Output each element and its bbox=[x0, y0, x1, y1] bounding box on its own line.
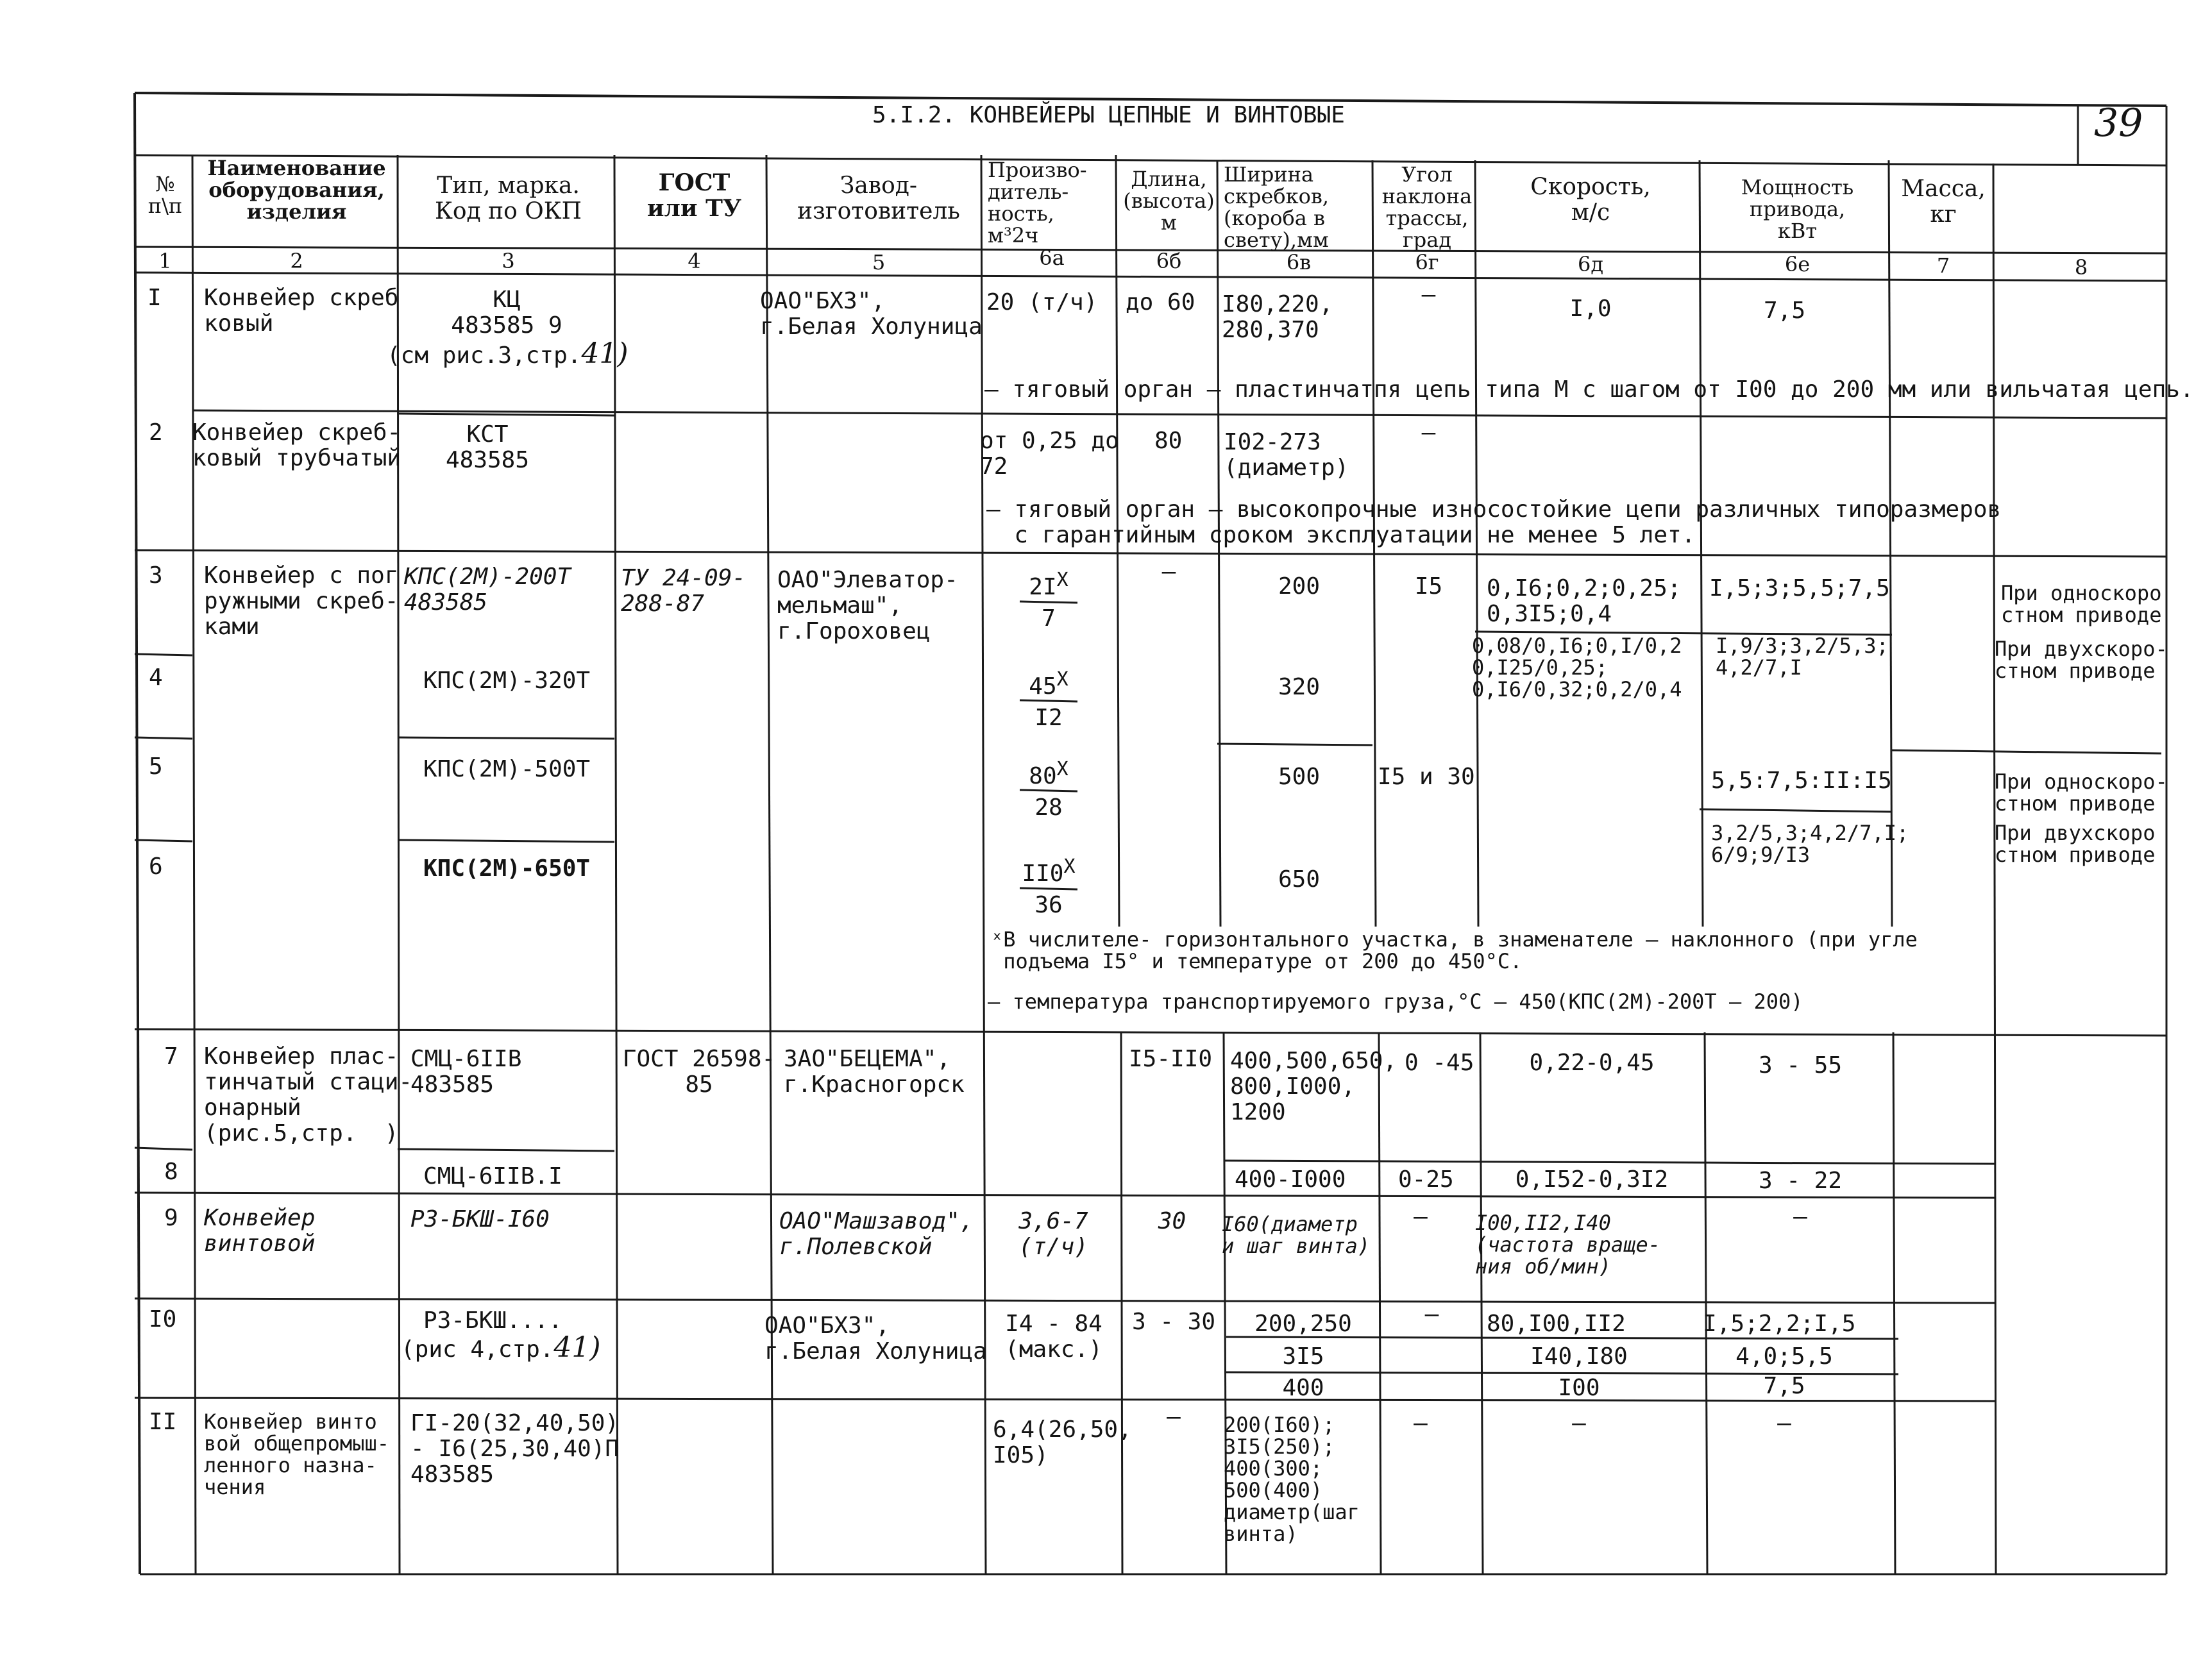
row-no: II bbox=[149, 1409, 177, 1435]
row-gost: ГОСТ 26598- 85 bbox=[622, 1046, 776, 1098]
row-length: 80 bbox=[1154, 428, 1183, 454]
row-type: СМЦ-6IIВ.I bbox=[423, 1163, 562, 1189]
row-width-a: 200,250 bbox=[1254, 1311, 1352, 1337]
row-width: 400,500,650, 800,I000, 1200 bbox=[1230, 1048, 1397, 1125]
col-num-5: 5 bbox=[872, 250, 886, 274]
row-width: I02-273 (диаметр) bbox=[1224, 429, 1349, 481]
row-width: 500 bbox=[1278, 764, 1321, 790]
row-no: I0 bbox=[149, 1306, 177, 1332]
row-angle: I5 bbox=[1414, 573, 1443, 600]
row-speed-a: 80,I00,II2 bbox=[1487, 1311, 1626, 1337]
row-type: КСТ 483585 bbox=[445, 421, 530, 473]
row-no: 4 bbox=[149, 664, 163, 691]
row-capacity-num: $80^X$ bbox=[1029, 758, 1068, 789]
section-title: 5.I.2. КОНВЕЙЕРЫ ЦЕПНЫЕ И ВИНТОВЫЕ bbox=[872, 102, 1345, 128]
row-power-a: I,5;2,2;I,5 bbox=[1703, 1311, 1856, 1337]
row-type: КПС(2М)-200Т 483585 bbox=[404, 564, 571, 616]
row-no: 2 bbox=[149, 419, 163, 446]
row-type-note: (см рис.3,стр.41) bbox=[387, 337, 629, 370]
row-speed: 0,I52-0,3I2 bbox=[1515, 1166, 1669, 1193]
header-length: Длина, (высота) м bbox=[1123, 167, 1215, 235]
row-speed-c: I00 bbox=[1558, 1375, 1600, 1401]
row-name: Конвейер скреб ковый bbox=[204, 285, 399, 337]
col-num-8: 8 bbox=[2074, 255, 2088, 280]
col-num-6b: 6б bbox=[1156, 249, 1182, 273]
row-no: 9 bbox=[164, 1205, 178, 1231]
header-mass: Масса, кг bbox=[1901, 176, 1986, 228]
row-angle: – bbox=[1414, 1204, 1428, 1230]
row-type: ГI-20(32,40,50) - I6(25,30,40)П 483585 bbox=[410, 1410, 620, 1488]
header-no: № п\п bbox=[148, 172, 183, 218]
col-num-7: 7 bbox=[1936, 253, 1950, 278]
row-angle: – bbox=[1414, 1410, 1428, 1436]
col-num-4: 4 bbox=[688, 249, 701, 273]
row-note: – тяговый орган – пластинчатпя цепь типа М с шагом от I00 до 200 мм или вильчатая цепь. bbox=[984, 376, 2194, 403]
row-gost: ТУ 24-09- 288-87 bbox=[621, 565, 747, 617]
row-angle: – bbox=[1421, 419, 1436, 446]
page-number: 39 bbox=[2094, 101, 2143, 146]
row-note: При односкоро стном приводе bbox=[2001, 581, 2162, 627]
row-angle: – bbox=[1421, 281, 1436, 308]
header-gost: ГОСТ или ТУ bbox=[646, 169, 742, 222]
row-width: 200(I60); 3I5(250); 400(300; 500(400) диаметр(шаг винта) bbox=[1224, 1413, 1360, 1546]
row-speed: 0,08/0,I6;0,I/0,2 0,I25/0,25; 0,I6/0,32;0,2/0,4 bbox=[1472, 634, 1682, 701]
row-name: Конвейер скреб- ковый трубчатый bbox=[192, 419, 401, 471]
row-power-b: 4,0;5,5 bbox=[1735, 1343, 1833, 1370]
row-angle: 0 -45 bbox=[1405, 1050, 1474, 1076]
row-angle: I5 и 30 bbox=[1378, 764, 1475, 790]
row-name: Конвейер плас- тинчатый стаци- онарный (рис.5,стр. ) bbox=[204, 1043, 413, 1147]
row-width: 650 bbox=[1278, 866, 1321, 893]
row-name: Конвейер винто вой общепромыш- ленного назна- чения bbox=[204, 1409, 389, 1499]
row-no: 7 bbox=[164, 1043, 178, 1070]
row-speed: I,0 bbox=[1569, 296, 1612, 322]
row-no: 5 bbox=[149, 753, 163, 780]
row-capacity: I4 - 84 (макс.) bbox=[1005, 1311, 1102, 1363]
header-speed: Скорость, м/с bbox=[1530, 174, 1651, 226]
row-type: КПС(2М)-650Т bbox=[423, 855, 591, 882]
row-maker: ЗАО"БЕЦЕМА", г.Красногорск bbox=[784, 1046, 965, 1098]
row-note: – тяговый орган – высокопрочные износостойкие цепи различных типоразмеров с гарантийным сроком эксплуатации не менее 5 лет. bbox=[986, 496, 2002, 548]
row-power: 5,5:7,5:II:I5 bbox=[1711, 768, 1892, 794]
row-type: СМЦ-6IIВ 483585 bbox=[410, 1046, 522, 1098]
row-maker: ОАО"Машзавод", г.Полевской bbox=[779, 1208, 974, 1260]
row-length: 3 - 30 bbox=[1131, 1309, 1216, 1335]
col-num-6d: 6д bbox=[1577, 252, 1604, 276]
row-speed: 0,I6;0,2;0,25; 0,3I5;0,4 bbox=[1487, 575, 1682, 627]
row-note: При двухскоро стном приводе bbox=[1995, 821, 2156, 867]
row-power: 7,5 bbox=[1764, 298, 1806, 324]
row-capacity-num: $2I^X$ bbox=[1029, 569, 1068, 600]
row-power: 3 - 22 bbox=[1758, 1168, 1843, 1194]
row-maker: ОАО"БХЗ", г.Белая Холуница bbox=[760, 288, 983, 340]
col-num-3: 3 bbox=[502, 249, 515, 273]
row-no: 3 bbox=[149, 562, 163, 589]
row-note: При двухскоро- стном приводе bbox=[1995, 637, 2168, 683]
row-name: Конвейер винтовой bbox=[204, 1205, 316, 1257]
row-power: – bbox=[1793, 1204, 1807, 1230]
row-width: I60(диаметр и шаг винта) bbox=[1222, 1212, 1371, 1258]
header-power: Мощность привода, кВт bbox=[1741, 175, 1854, 243]
row-width-b: 3I5 bbox=[1282, 1343, 1324, 1370]
row-capacity-den: 7 bbox=[1042, 605, 1056, 632]
header-type: Тип, марка. Код по ОКП bbox=[434, 172, 582, 224]
row-no: 8 bbox=[164, 1159, 178, 1185]
temp-note: – температура транспортируемого груза,°С – 450(КПС(2М)-200Т – 200) bbox=[988, 989, 1803, 1014]
row-capacity: от 0,25 до 72 bbox=[980, 428, 1119, 480]
row-angle: – bbox=[1424, 1301, 1439, 1327]
header-name: Наименование оборудования, изделия bbox=[207, 156, 386, 224]
row-capacity: 6,4(26,50, I05) bbox=[993, 1416, 1132, 1468]
row-angle: 0-25 bbox=[1398, 1166, 1454, 1193]
row-capacity-num: $II0^X$ bbox=[1022, 855, 1076, 887]
row-power: 3 - 55 bbox=[1758, 1052, 1843, 1079]
row-type: РЗ-БКШ-I60 bbox=[410, 1206, 550, 1232]
col-num-6g: 6г bbox=[1415, 250, 1439, 274]
row-type: РЗ-БКШ.... bbox=[423, 1307, 562, 1334]
row-capacity: 20 (т/ч) bbox=[986, 289, 1098, 315]
row-capacity-den: 36 bbox=[1034, 892, 1063, 918]
row-power: 3,2/5,3;4,2/7,I; 6/9;9/I3 bbox=[1711, 821, 1909, 867]
row-speed: – bbox=[1572, 1410, 1586, 1436]
row-width: 320 bbox=[1278, 674, 1321, 700]
row-power: I,5;3;5,5;7,5 bbox=[1709, 575, 1890, 601]
row-width: 200 bbox=[1278, 573, 1321, 600]
row-note: При односкоро- стном приводе bbox=[1995, 769, 2168, 816]
col-num-2: 2 bbox=[290, 249, 303, 273]
col-num-6v: 6в bbox=[1286, 250, 1312, 274]
header-maker: Завод- изготовитель bbox=[797, 172, 960, 224]
header-width: Ширина скребков, (короба в свету),мм bbox=[1224, 162, 1330, 252]
row-capacity-den: I2 bbox=[1034, 705, 1063, 731]
row-speed-b: I40,I80 bbox=[1530, 1343, 1628, 1370]
row-length: 30 bbox=[1158, 1208, 1186, 1234]
row-type: КПС(2М)-500Т bbox=[423, 756, 591, 782]
col-num-6e: 6е bbox=[1784, 252, 1811, 276]
header-capacity: Произво- дитель- ность, м³2ч bbox=[988, 158, 1087, 248]
row-length: – bbox=[1161, 559, 1176, 585]
row-maker: ОАО"Элеватор- мельмаш", г.Гороховец bbox=[777, 567, 958, 644]
row-length: – bbox=[1167, 1404, 1181, 1430]
col-num-1: 1 bbox=[158, 249, 172, 273]
header-angle: Угол наклона трассы, град bbox=[1381, 162, 1473, 252]
row-type: КПС(2М)-320Т bbox=[423, 668, 591, 694]
row-no: I bbox=[148, 285, 162, 311]
row-maker: ОАО"БХЗ", г.Белая Холуница bbox=[764, 1313, 987, 1365]
row-width-c: 400 bbox=[1282, 1375, 1324, 1401]
row-capacity-den: 28 bbox=[1034, 794, 1063, 821]
row-capacity-num: $45^X$ bbox=[1029, 668, 1068, 700]
row-speed: I00,II2,I40 (частота враще- ния об/мин) bbox=[1475, 1211, 1660, 1279]
row-speed: 0,22-0,45 bbox=[1529, 1050, 1655, 1076]
row-width: I80,220, 280,370 bbox=[1222, 291, 1333, 343]
row-name: Конвейер с пог ружными скреб- ками bbox=[204, 562, 399, 640]
row-power-c: 7,5 bbox=[1763, 1373, 1805, 1399]
row-length: I5-II0 bbox=[1129, 1046, 1213, 1072]
row-no: 6 bbox=[149, 853, 163, 880]
row-width: 400-I000 bbox=[1235, 1166, 1346, 1193]
row-capacity: 3,6-7 (т/ч) bbox=[1018, 1208, 1088, 1260]
row-power: – bbox=[1777, 1410, 1791, 1436]
col-num-6a: 6а bbox=[1039, 246, 1065, 270]
footnote: ˣВ числителе- горизонтального участка, в знаменателе – наклонного (при угле подъема I5° и температуре от 200 до 450°С. bbox=[991, 927, 1918, 973]
row-type-note: (рис 4,стр.41) bbox=[401, 1331, 601, 1364]
row-length: до 60 bbox=[1126, 289, 1195, 315]
row-power: I,9/3;3,2/5,3; 4,2/7,I bbox=[1716, 634, 1889, 680]
row-type: КЦ 483585 9 bbox=[451, 287, 562, 339]
